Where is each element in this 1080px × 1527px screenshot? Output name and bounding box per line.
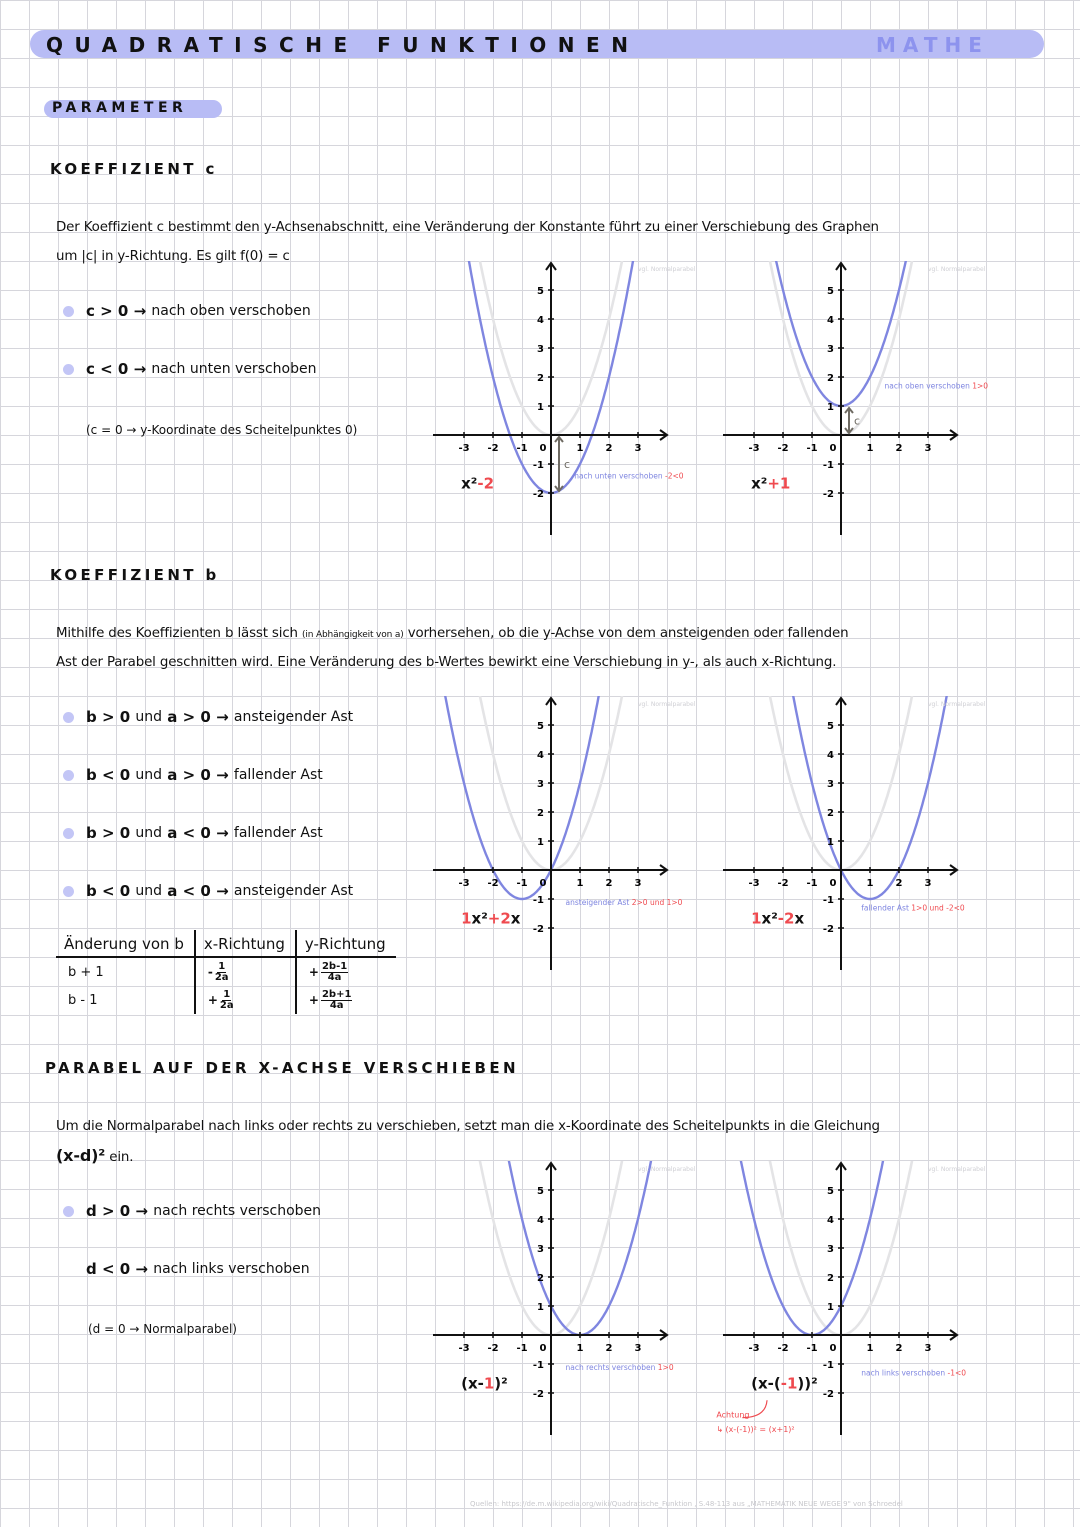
svg-text:3: 3: [827, 779, 834, 790]
svg-text:1: 1: [576, 1343, 584, 1354]
svg-text:-3: -3: [748, 878, 760, 889]
c-text-line2: um |c| in y-Richtung. Es gilt f(0) = c: [56, 249, 290, 264]
svg-text:-1: -1: [532, 895, 544, 906]
svg-text:2: 2: [895, 443, 903, 454]
svg-text:1: 1: [866, 878, 874, 889]
svg-text:2: 2: [605, 443, 613, 454]
table-header: x-Richtung: [195, 930, 296, 957]
svg-text:2: 2: [895, 878, 903, 889]
table-cell: b - 1: [68, 992, 98, 1008]
svg-text:2: 2: [605, 1343, 613, 1354]
svg-text:5: 5: [537, 721, 544, 732]
svg-text:-2: -2: [822, 489, 834, 500]
b-change-table: [56, 930, 396, 1014]
warning-text: ↳ (x-(-1))² = (x+1)²: [716, 1425, 795, 1435]
graph-formula: 1x²-2x: [751, 909, 805, 928]
svg-text:4: 4: [827, 1215, 834, 1226]
svg-text:0: 0: [829, 443, 837, 454]
parabola-graph: [716, 1157, 1021, 1437]
source-citation: Quellen: https://de.m.wikipedia.org/wiki/Quadratische_Funktion , S.48-113 aus „MATHEMATIK NEUE WEGE 9" von Schroedel: [470, 1500, 903, 1508]
svg-text:-2: -2: [822, 924, 834, 935]
warning-label: Achtung: [716, 1410, 750, 1420]
heading-koeffizient-c: KOEFFIZIENT c: [50, 160, 218, 178]
graph-formula: (x-(-1))²: [751, 1374, 818, 1393]
graph-formula: x²-2: [461, 474, 495, 493]
svg-text:0: 0: [829, 1343, 837, 1354]
svg-text:-1: -1: [532, 1360, 544, 1371]
svg-text:2: 2: [605, 878, 613, 889]
bullet-dot-icon: [63, 306, 74, 317]
svg-text:1: 1: [537, 837, 544, 848]
svg-text:vgl. Normalparabel: vgl. Normalparabel: [928, 266, 986, 273]
page-title: QUADRATISCHE FUNKTIONEN: [46, 33, 640, 57]
svg-text:1: 1: [827, 837, 834, 848]
svg-text:2: 2: [537, 1273, 544, 1284]
svg-text:vgl. Normalparabel: vgl. Normalparabel: [638, 1166, 696, 1173]
parabola-graph: [431, 257, 731, 537]
svg-text:3: 3: [924, 878, 932, 889]
bullet-dot-icon: [63, 886, 74, 897]
graph-annotation: nach unten verschoben -2<0: [574, 471, 684, 481]
table-cell: + $\frac{2b+1}{4a}$: [296, 986, 396, 1014]
svg-text:-1: -1: [822, 460, 834, 471]
svg-text:1: 1: [537, 1302, 544, 1313]
svg-text:3: 3: [827, 344, 834, 355]
svg-text:c: c: [854, 414, 861, 428]
graph-formula: 1x²+2x: [461, 909, 521, 928]
svg-text:-3: -3: [458, 878, 470, 889]
table-row: [56, 986, 396, 1014]
svg-text:1: 1: [576, 878, 584, 889]
svg-text:5: 5: [827, 286, 834, 297]
svg-text:0: 0: [829, 878, 837, 889]
svg-text:3: 3: [827, 1244, 834, 1255]
parabola-graph: [721, 692, 1021, 972]
xshift-bullet-item: d > 0 → nach rechts verschoben: [63, 1202, 321, 1220]
svg-text:5: 5: [537, 1186, 544, 1197]
graph-annotation: ansteigender Ast 2>0 und 1>0: [565, 897, 683, 907]
b-bullet-item: b < 0 und a < 0 → ansteigender Ast: [63, 882, 353, 900]
svg-text:3: 3: [634, 878, 642, 889]
svg-text:1: 1: [827, 1302, 834, 1313]
svg-text:vgl. Normalparabel: vgl. Normalparabel: [638, 266, 696, 273]
table-cell: + $\frac{1}{2a}$: [195, 986, 296, 1014]
svg-text:-2: -2: [487, 443, 499, 454]
svg-text:5: 5: [827, 1186, 834, 1197]
svg-text:-2: -2: [777, 878, 789, 889]
heading-x-shift: PARABEL AUF DER X-ACHSE VERSCHIEBEN: [45, 1059, 519, 1077]
b-bullet-item: b > 0 und a < 0 → fallender Ast: [63, 824, 323, 842]
svg-text:2: 2: [537, 373, 544, 384]
svg-text:3: 3: [634, 443, 642, 454]
xshift-text-line1: Um die Normalparabel nach links oder rechts zu verschieben, setzt man die x-Koordinate des Scheitelpunkts in die Gleichung: [56, 1119, 880, 1134]
svg-text:c: c: [564, 458, 571, 471]
svg-text:3: 3: [537, 1244, 544, 1255]
svg-text:vgl. Normalparabel: vgl. Normalparabel: [638, 701, 696, 708]
svg-text:-2: -2: [777, 1343, 789, 1354]
subject-label: MATHE: [876, 33, 989, 57]
heading-koeffizient-b: KOEFFIZIENT b: [50, 566, 220, 584]
graph-formula: (x-1)²: [461, 1374, 508, 1393]
svg-text:-1: -1: [516, 443, 528, 454]
svg-text:2: 2: [827, 808, 834, 819]
graph-annotation: nach oben verschoben 1>0: [884, 381, 989, 391]
svg-text:-2: -2: [487, 1343, 499, 1354]
graph-annotation: nach rechts verschoben 1>0: [565, 1362, 674, 1372]
svg-text:vgl. Normalparabel: vgl. Normalparabel: [928, 701, 986, 708]
xshift-bullet-item: d < 0 → nach links verschoben: [86, 1260, 310, 1278]
svg-text:-1: -1: [532, 460, 544, 471]
svg-text:1: 1: [537, 402, 544, 413]
b-text-line2: Ast der Parabel geschnitten wird. Eine Veränderung des b-Wertes bewirkt eine Verschiebung in y-, als auch x-Richtung.: [56, 655, 837, 670]
xshift-note: (d = 0 → Normalparabel): [88, 1322, 237, 1336]
bullet-dot-icon: [63, 1206, 74, 1217]
bullet-dot-icon: [63, 770, 74, 781]
svg-text:1: 1: [866, 443, 874, 454]
svg-text:4: 4: [537, 1215, 544, 1226]
svg-text:-3: -3: [458, 443, 470, 454]
graph-annotation: fallender Ast 1>0 und -2<0: [861, 903, 965, 913]
svg-text:0: 0: [539, 878, 547, 889]
svg-text:-1: -1: [806, 443, 818, 454]
svg-text:2: 2: [827, 373, 834, 384]
parabola-graph: [721, 257, 1021, 537]
parabola-graph: [431, 1157, 731, 1437]
c-note: (c = 0 → y-Koordinate des Scheitelpunktes 0): [86, 423, 358, 437]
parabola-graph: [431, 692, 731, 972]
svg-text:0: 0: [539, 443, 547, 454]
table-cell: - $\frac{1}{2a}$: [195, 957, 296, 986]
c-text-line1: Der Koeffizient c bestimmt den y-Achsenabschnitt, eine Veränderung der Konstante führt zu einer Verschiebung des Graphen: [56, 220, 879, 235]
svg-text:-3: -3: [458, 1343, 470, 1354]
svg-text:-1: -1: [516, 878, 528, 889]
table-cell: + $\frac{2b-1}{4a}$: [296, 957, 396, 986]
svg-text:-1: -1: [822, 895, 834, 906]
svg-text:-2: -2: [532, 489, 544, 500]
svg-text:-2: -2: [822, 1389, 834, 1400]
svg-text:3: 3: [634, 1343, 642, 1354]
svg-text:3: 3: [924, 1343, 932, 1354]
c-bullet-positive: c > 0 → nach oben verschoben: [63, 302, 311, 320]
svg-text:4: 4: [537, 750, 544, 761]
b-bullet-item: b < 0 und a > 0 → fallender Ast: [63, 766, 323, 784]
bullet-dot-icon: [63, 828, 74, 839]
section-title: PARAMETER: [52, 100, 188, 116]
svg-text:5: 5: [827, 721, 834, 732]
svg-text:1: 1: [827, 402, 834, 413]
table-row: [56, 957, 396, 986]
table-header: Änderung von b: [56, 930, 195, 957]
svg-text:-1: -1: [806, 878, 818, 889]
svg-text:4: 4: [537, 315, 544, 326]
table-header: y-Richtung: [296, 930, 396, 957]
bullet-dot-icon: [63, 712, 74, 723]
svg-text:-2: -2: [532, 1389, 544, 1400]
svg-text:-1: -1: [806, 1343, 818, 1354]
graph-annotation: nach links verschoben -1<0: [861, 1368, 967, 1378]
svg-text:3: 3: [537, 344, 544, 355]
svg-text:0: 0: [539, 1343, 547, 1354]
svg-text:vgl. Normalparabel: vgl. Normalparabel: [928, 1166, 986, 1173]
svg-text:-1: -1: [516, 1343, 528, 1354]
svg-text:3: 3: [924, 443, 932, 454]
graph-formula: x²+1: [751, 474, 791, 493]
svg-text:4: 4: [827, 750, 834, 761]
bullet-dot-icon: [63, 364, 74, 375]
table-header-row: [56, 930, 396, 957]
xshift-text-line2: (x-d)² ein.: [56, 1146, 134, 1165]
svg-text:-2: -2: [532, 924, 544, 935]
table-cell: b + 1: [68, 964, 104, 980]
svg-text:-3: -3: [748, 1343, 760, 1354]
b-text-line1: Mithilfe des Koeffizienten b lässt sich (in Abhängigkeit von a) vorhersehen, ob die y-Achse von dem ansteigenden oder fallenden: [56, 626, 849, 641]
svg-text:-2: -2: [487, 878, 499, 889]
svg-text:2: 2: [895, 1343, 903, 1354]
svg-text:1: 1: [866, 1343, 874, 1354]
svg-text:4: 4: [827, 315, 834, 326]
svg-text:1: 1: [576, 443, 584, 454]
b-bullet-item: b > 0 und a > 0 → ansteigender Ast: [63, 708, 353, 726]
svg-text:-3: -3: [748, 443, 760, 454]
svg-text:2: 2: [537, 808, 544, 819]
svg-text:2: 2: [827, 1273, 834, 1284]
svg-text:5: 5: [537, 286, 544, 297]
c-bullet-negative: c < 0 → nach unten verschoben: [63, 360, 317, 378]
svg-text:-2: -2: [777, 443, 789, 454]
svg-text:3: 3: [537, 779, 544, 790]
svg-text:-1: -1: [822, 1360, 834, 1371]
